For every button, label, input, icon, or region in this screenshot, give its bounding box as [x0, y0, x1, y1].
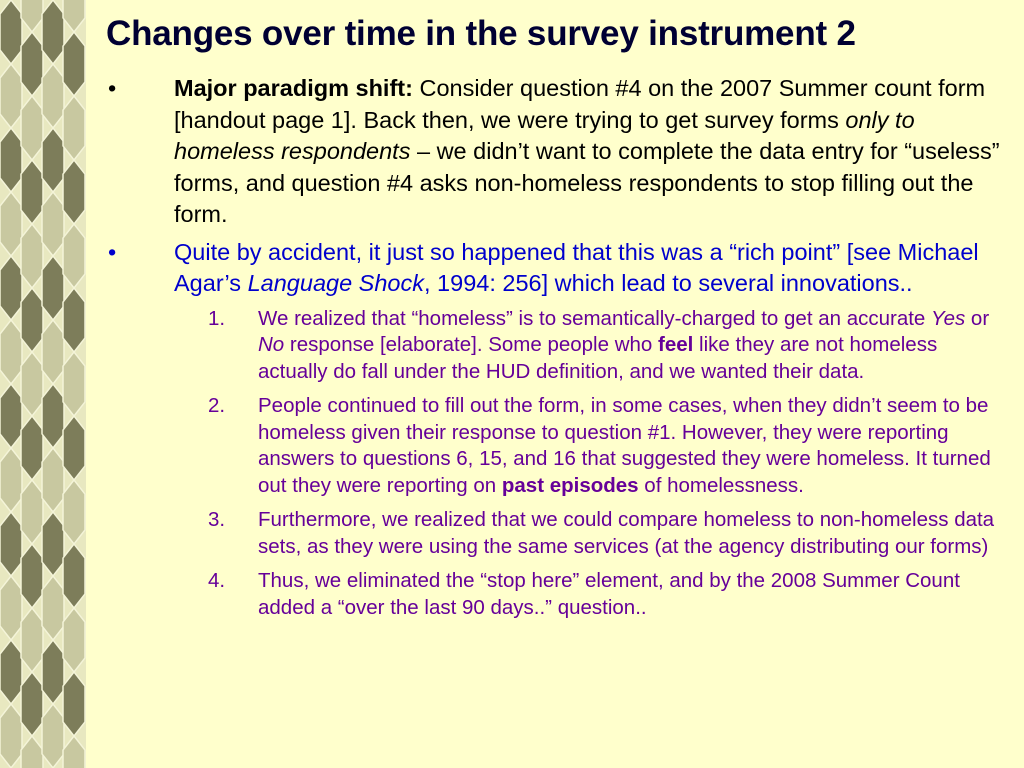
- bullet-text: Consider question #4 on the 2007 Summer count form [handout page 1]. Back then, we were trying to get survey forms: [174, 75, 986, 133]
- subitem-number: 2.: [208, 394, 226, 417]
- hexagon-tile: [0, 0, 22, 64]
- hexagon-tile: [63, 32, 85, 96]
- subitem-2: [108, 393, 1008, 499]
- hexagon-tile: [63, 544, 85, 608]
- slide-title: Changes over time in the survey instrument 2: [106, 14, 856, 53]
- hexagon-tile: [0, 320, 22, 384]
- hexagon-tile: [63, 608, 85, 672]
- subitem-number: 4.: [208, 569, 226, 592]
- hexagon-tile: [0, 64, 22, 128]
- hexagon-tile: [21, 672, 43, 736]
- hexagon-tile: [63, 480, 85, 544]
- hexagon-tile: [21, 544, 43, 608]
- bullet-text: , 1994: 256] which lead to several innovations..: [424, 270, 913, 296]
- hexagon-tile: [0, 512, 22, 576]
- hexagon-tile: [42, 0, 64, 64]
- hexagon-tile: [42, 256, 64, 320]
- bullet-major-paradigm-shift: [108, 73, 1008, 231]
- hexagon-tile: [63, 288, 85, 352]
- hexagon-tile: [42, 576, 64, 640]
- subitem-text: or: [965, 306, 990, 330]
- hexagon-tile: [63, 672, 85, 736]
- hexagon-tile: [42, 192, 64, 256]
- bullet-text: Quite by accident, it just so happened that this was a “rich point” [see Michael Agar’s: [174, 238, 979, 296]
- subitem-text: like they are not homeless actually do fall under the HUD definition, and we wanted their data.: [258, 333, 938, 383]
- subitem-bold: feel: [658, 333, 694, 356]
- hexagon-tile: [42, 704, 64, 768]
- hexagon-tile: [42, 128, 64, 192]
- bullet-italic: Language Shock: [247, 270, 424, 296]
- hexagon-tile: [21, 96, 43, 160]
- hexagon-tile: [21, 160, 43, 224]
- hexagon-tile: [0, 448, 22, 512]
- hexagon-tile: [21, 288, 43, 352]
- hexagon-tile: [63, 416, 85, 480]
- subitem-number: 3.: [208, 508, 226, 531]
- subitem-3: [108, 507, 1008, 560]
- hexagon-pattern-sidebar: [0, 0, 86, 768]
- subitem-text: response [elaborate]. Some people who: [284, 333, 659, 356]
- subitem-4: [108, 568, 1008, 621]
- bullet-rich-point: [108, 237, 1008, 300]
- hexagon-tile: [42, 448, 64, 512]
- subitem-text: People continued to fill out the form, in some cases, when they didn’t seem to be homeless given their response to question #1. However, they were reporting answers to questions 6, 15, and 16 that suggested they were homeless. It turned out they were reporting on: [258, 394, 991, 497]
- subitem-text: Thus, we eliminated the “stop here” element, and by the 2008 Summer Count added a “over the last 90 days..” question..: [258, 569, 960, 619]
- hexagon-tile: [0, 640, 22, 704]
- subitem-italic: No: [258, 333, 285, 356]
- hexagon-tile: [63, 96, 85, 160]
- hexagon-tile: [0, 576, 22, 640]
- hexagon-tile: [42, 512, 64, 576]
- hexagon-tile: [0, 256, 22, 320]
- subitem-bold: past episodes: [501, 473, 639, 497]
- hexagon-tile: [63, 352, 85, 416]
- subitem-text: Furthermore, we realized that we could compare homeless to non-homeless data sets, as they were using the same services (at the agency distributing our forms): [258, 508, 995, 558]
- subitem-text: We realized that “homeless” is to semantically-charged to get an accurate: [258, 306, 932, 330]
- hexagon-tile: [21, 416, 43, 480]
- hexagon-tile: [42, 64, 64, 128]
- bullet-italic: only to homeless respondents: [174, 106, 915, 164]
- hexagon-tile: [42, 320, 64, 384]
- hexagon-tile: [21, 608, 43, 672]
- hexagon-tile: [0, 704, 22, 768]
- hexagon-tile: [21, 352, 43, 416]
- bullet-marker: •: [108, 238, 117, 265]
- bullet-marker: •: [108, 75, 117, 101]
- subitem-number: 1.: [208, 306, 226, 330]
- subitem-text: of homelessness.: [638, 473, 804, 497]
- hexagon-tile: [42, 384, 64, 448]
- hexagon-tile: [21, 224, 43, 288]
- subitem-italic: Yes: [931, 306, 966, 330]
- subitem-1: [108, 306, 1008, 386]
- hexagon-tile: [63, 160, 85, 224]
- hexagon-tile: [0, 384, 22, 448]
- hexagon-tile: [0, 128, 22, 192]
- hexagon-tile: [21, 32, 43, 96]
- bullet-text: – we didn’t want to complete the data entry for “useless” forms, and question #4 asks non-homeless respondents to stop filling out the form.: [174, 138, 1000, 227]
- bullet-lead-bold: Major paradigm shift:: [174, 75, 413, 101]
- slide-body: [108, 73, 1008, 629]
- hexagon-tile: [21, 480, 43, 544]
- hexagon-tile: [0, 192, 22, 256]
- hexagon-tile: [63, 224, 85, 288]
- hexagon-tile: [42, 640, 64, 704]
